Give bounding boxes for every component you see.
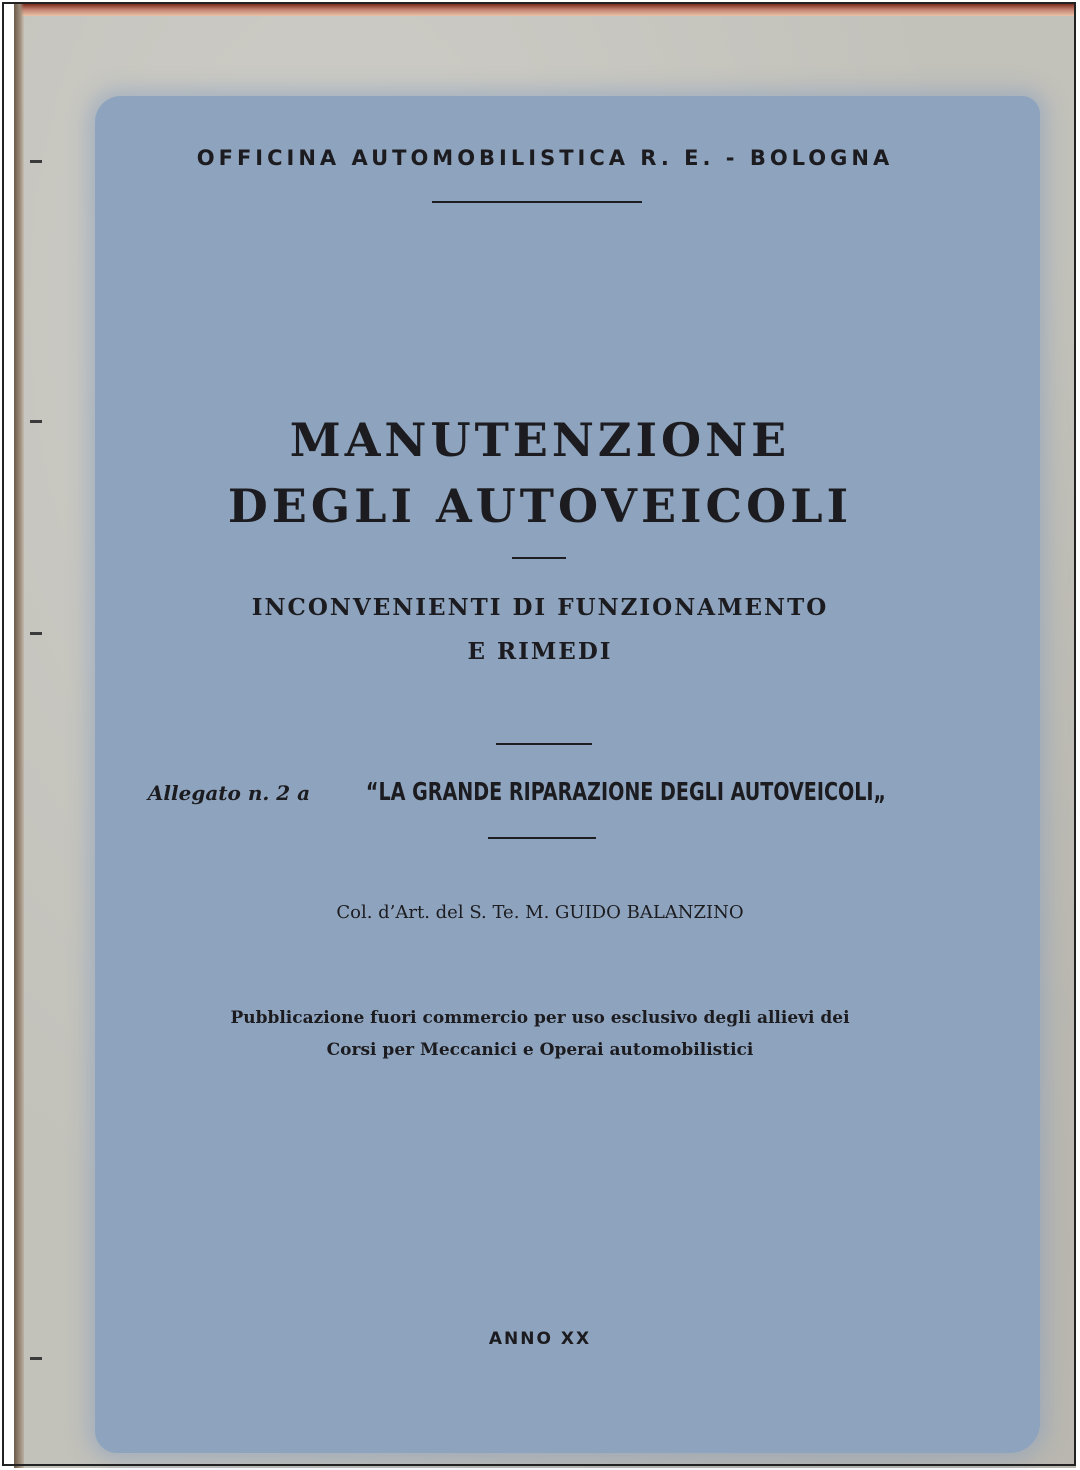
- subtitle-line-1: INCONVENIENTI DI FUNZIONAMENTO: [251, 594, 829, 621]
- annex-title: “LA GRANDE RIPARAZIONE DEGLI AUTOVEICOLI„: [366, 777, 887, 806]
- divider-rule: [432, 201, 642, 203]
- title-line-2: DEGLI AUTOVEICOLI: [227, 479, 853, 533]
- notice-line-1: Pubblicazione fuori commercio per uso esclusivo degli allievi dei: [230, 1008, 850, 1028]
- divider-rule: [488, 837, 596, 839]
- publication-year: ANNO XX: [488, 1329, 592, 1349]
- divider-rule: [496, 743, 592, 745]
- title-line-1: MANUTENZIONE: [289, 413, 791, 467]
- author-line: Col. d’Art. del S. Te. M. GUIDO BALANZINO: [336, 902, 744, 923]
- publisher-line: OFFICINA AUTOMOBILISTICA R. E. - BOLOGNA: [196, 146, 894, 170]
- annex-prefix: Allegato n. 2 a: [147, 781, 311, 805]
- notice-line-2: Corsi per Meccanici e Operai automobilistici: [326, 1040, 754, 1060]
- annex-line: [120, 777, 960, 806]
- divider-rule: [512, 557, 566, 559]
- subtitle-line-2: E RIMEDI: [467, 638, 613, 665]
